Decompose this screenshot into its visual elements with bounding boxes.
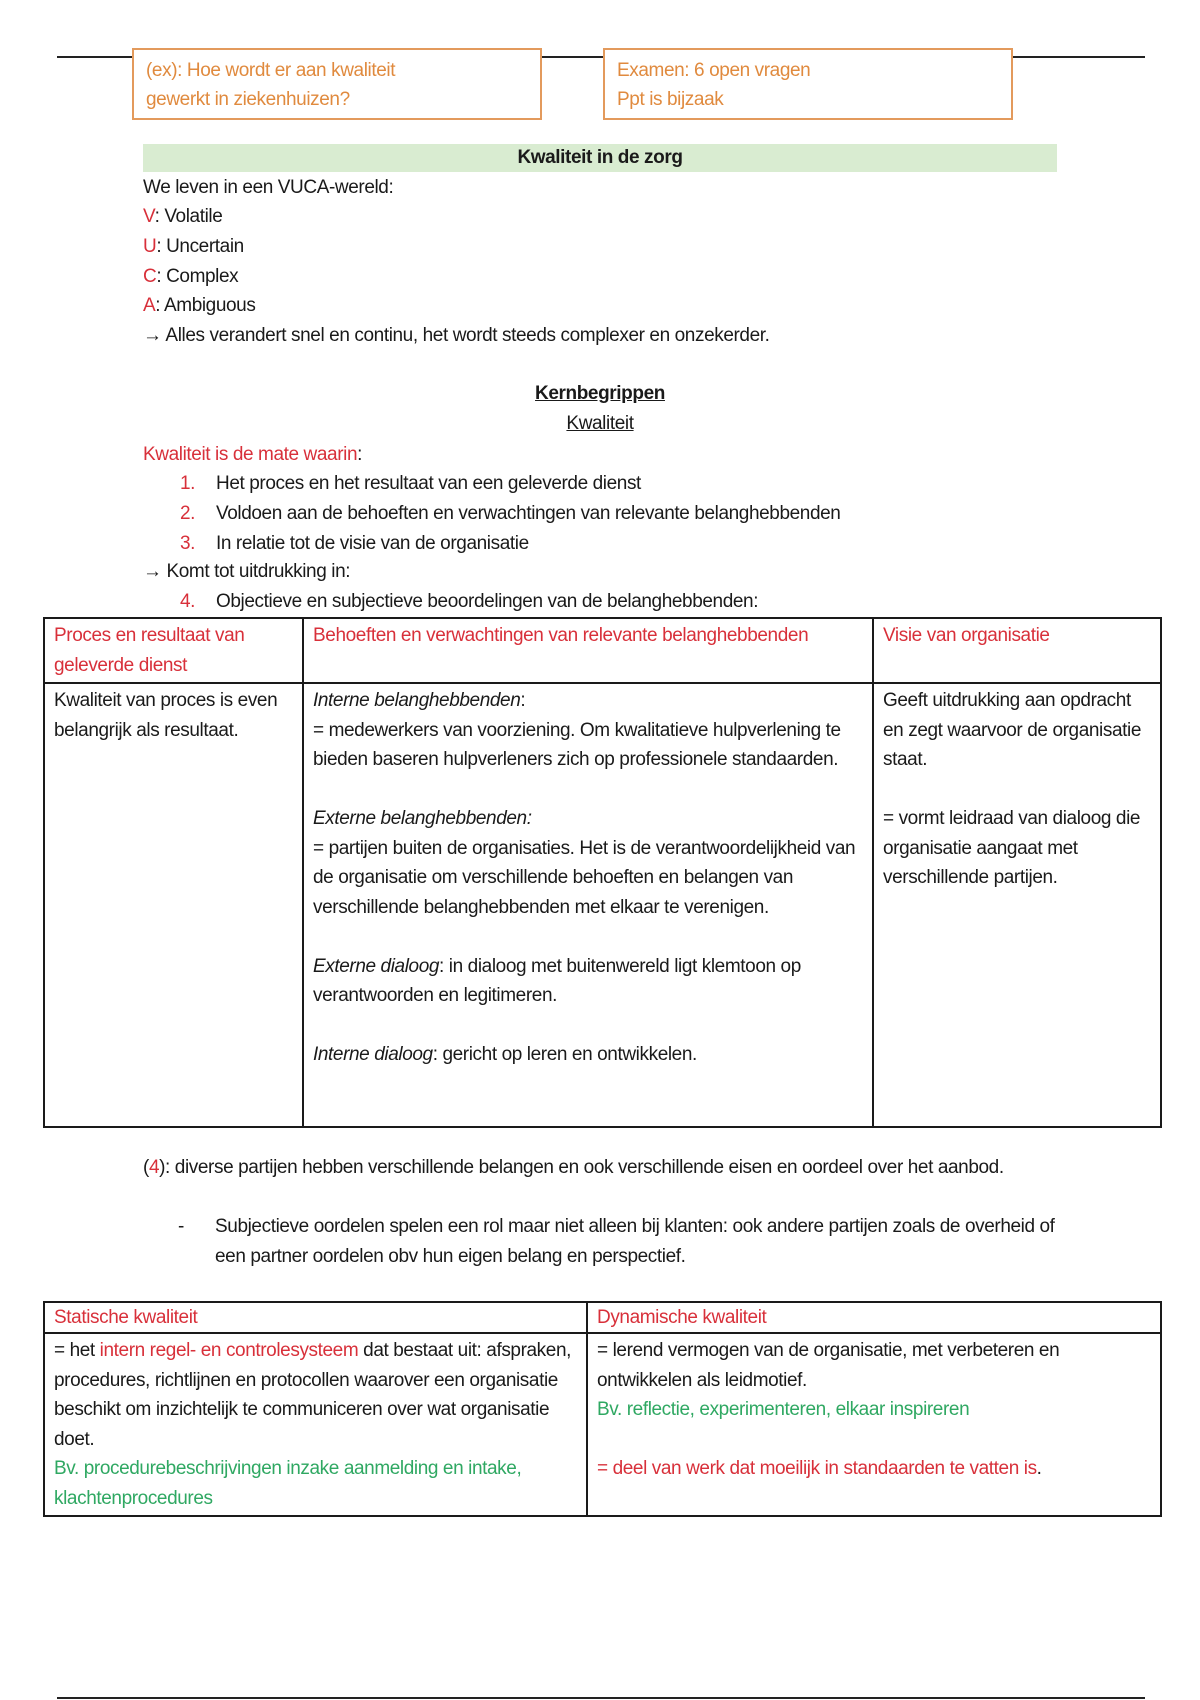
extern-label: Externe belanghebbenden: xyxy=(313,808,532,829)
vuca-word: : Ambiguous xyxy=(155,295,256,316)
vision-text: Geeft uitdrukking aan opdracht en zegt waarvoor de organisatie staat. xyxy=(883,690,1141,770)
extern-text: = partijen buiten de organisaties. Het is de verantwoordelijkheid van de organisatie om verschillende behoeften en belangen van verschillende belanghebbenden met elkaar te verenigen. xyxy=(313,837,856,918)
section-title: Kwaliteit in de zorg xyxy=(143,144,1057,172)
table-row xyxy=(44,683,1161,1127)
vuca-letter: A xyxy=(143,295,156,316)
list-number: 4. xyxy=(180,591,196,612)
table-header-row xyxy=(44,618,1161,683)
table-cell-stakeholders xyxy=(303,683,873,1127)
kern-heading-text: Kernbegrippen xyxy=(535,383,665,404)
vuca-conclusion: → Alles verandert snel en continu, het wordt steeds complexer en onzekerder. xyxy=(143,325,770,346)
exam-question-note xyxy=(132,48,542,120)
bullet-text: Subjectieve oordelen spelen een rol maar niet alleen bij klanten: ook andere partijen zoals de overheid of een partner oordelen obv hun eigen belang en perspectief. xyxy=(215,1216,1055,1267)
intern-text: = medewerkers van voorziening. Om kwalitatieve hulpverlening te bieden baseren hulpverleners zich op professionele standaarden. xyxy=(313,719,841,770)
external-dialogue xyxy=(313,952,863,1011)
note-4-number: 4 xyxy=(148,1157,160,1178)
list-number: 2. xyxy=(180,503,196,524)
vuca-word: : Uncertain xyxy=(156,236,244,257)
vuca-item-a xyxy=(143,291,255,321)
note-line: Ppt is bijzaak xyxy=(617,89,724,110)
note-line: (ex): Hoe wordt er aan kwaliteit xyxy=(146,60,396,81)
table-header-cell: Statische kwaliteit xyxy=(44,1302,587,1333)
arrow-line: → Komt tot uitdrukking in: xyxy=(143,561,351,582)
kern-subheading xyxy=(0,409,1200,439)
vuca-word: : Complex xyxy=(156,266,239,287)
vuca-letter: V xyxy=(143,206,155,227)
list-number: 1. xyxy=(180,473,196,494)
list-text: Het proces en het resultaat van een geleverde dienst xyxy=(216,473,641,494)
list-text: Objectieve en subjectieve beoordelingen van de belanghebbenden: xyxy=(216,591,759,612)
external-dialogue-text: : in dialoog met buitenwereld ligt klemtoon op verantwoorden en legitimeren. xyxy=(313,955,801,1006)
dynamic-quality-cell xyxy=(587,1333,1161,1516)
internal-dialogue-text: : gericht op leren en ontwikkelen. xyxy=(432,1044,697,1065)
quality-table xyxy=(43,617,1162,1128)
external-dialogue-label: Externe dialoog xyxy=(313,955,440,977)
intern-label: Interne belanghebbenden xyxy=(313,690,521,711)
static-pre: = het xyxy=(54,1340,100,1361)
bullet-dash: - xyxy=(178,1216,184,1237)
vision-dialogue-text: = vormt leidraad van dialoog die organisatie aangaat met verschillende partijen. xyxy=(883,808,1141,888)
list-item xyxy=(180,587,758,617)
note-line: Examen: 6 open vragen xyxy=(617,60,811,81)
note-4-paragraph xyxy=(143,1153,1043,1183)
table-cell: Kwaliteit van proces is even belangrijk als resultaat. xyxy=(44,683,303,1127)
table-header-row xyxy=(44,1302,1161,1333)
exam-info-note xyxy=(603,48,1013,120)
static-example: Bv. procedurebeschrijvingen inzake aanmelding en intake, klachtenprocedures xyxy=(54,1458,522,1509)
intern-label-line xyxy=(313,686,863,716)
internal-dialogue xyxy=(313,1040,863,1070)
vuca-item-v xyxy=(143,202,222,232)
list-text: In relatie tot de visie van de organisatie xyxy=(216,533,529,554)
vuca-letter: C xyxy=(143,266,157,287)
dynamic-note-end: . xyxy=(1036,1458,1042,1479)
definition-colon: : xyxy=(357,444,363,465)
vuca-intro: We leven in een VUCA-wereld: xyxy=(143,177,394,198)
dynamic-definition: = lerend vermogen van de organisatie, met verbeteren en ontwikkelen als leidmotief. xyxy=(597,1340,1060,1391)
table-cell-vision xyxy=(873,683,1161,1127)
list-item xyxy=(180,469,641,499)
vuca-letter: U xyxy=(143,236,157,257)
list-item xyxy=(180,499,840,529)
table-header-cell: Proces en resultaat van geleverde dienst xyxy=(44,618,303,683)
static-quality-cell xyxy=(44,1333,587,1516)
page-bottom-border xyxy=(57,1697,1145,1699)
note-4-text: ): diverse partijen hebben verschillende belangen en ook verschillende eisen en oordeel over het aanbod. xyxy=(159,1157,1004,1178)
vuca-item-u xyxy=(143,232,244,262)
intern-colon: : xyxy=(520,690,526,711)
note-line: gewerkt in ziekenhuizen? xyxy=(146,89,350,110)
vuca-item-c xyxy=(143,262,238,292)
static-definition xyxy=(54,1336,577,1454)
dynamic-note xyxy=(597,1454,1151,1484)
paren-open: ( xyxy=(143,1157,149,1178)
list-number: 3. xyxy=(180,533,196,554)
table-header-cell: Behoeften en verwachtingen van relevante belanghebbenden xyxy=(303,618,873,683)
dynamic-note-red: = deel van werk dat moeilijk in standaarden te vatten is xyxy=(597,1458,1037,1479)
table-row xyxy=(44,1333,1161,1516)
vuca-word: : Volatile xyxy=(154,206,223,227)
static-highlight: intern regel- en controlesysteem xyxy=(99,1340,359,1361)
definition-red: Kwaliteit is de mate waarin xyxy=(143,444,358,465)
list-item xyxy=(180,529,529,559)
static-dynamic-table xyxy=(43,1301,1162,1517)
table-header-cell: Visie van organisatie xyxy=(873,618,1161,683)
internal-dialogue-label: Interne dialoog xyxy=(313,1044,433,1065)
definition-line xyxy=(143,440,362,470)
list-text: Voldoen aan de behoeften en verwachtingen van relevante belanghebbenden xyxy=(216,503,841,524)
static-post: dat bestaat uit: afspraken, procedures, richtlijnen en protocollen waarover een organisatie beschikt om inzichtelijk te communiceren over wat organisatie doet. xyxy=(54,1340,571,1450)
kern-subheading-text: Kwaliteit xyxy=(566,413,634,434)
dynamic-example: Bv. reflectie, experimenteren, elkaar inspireren xyxy=(597,1399,970,1420)
kern-heading xyxy=(0,379,1200,409)
table-header-cell: Dynamische kwaliteit xyxy=(587,1302,1161,1333)
